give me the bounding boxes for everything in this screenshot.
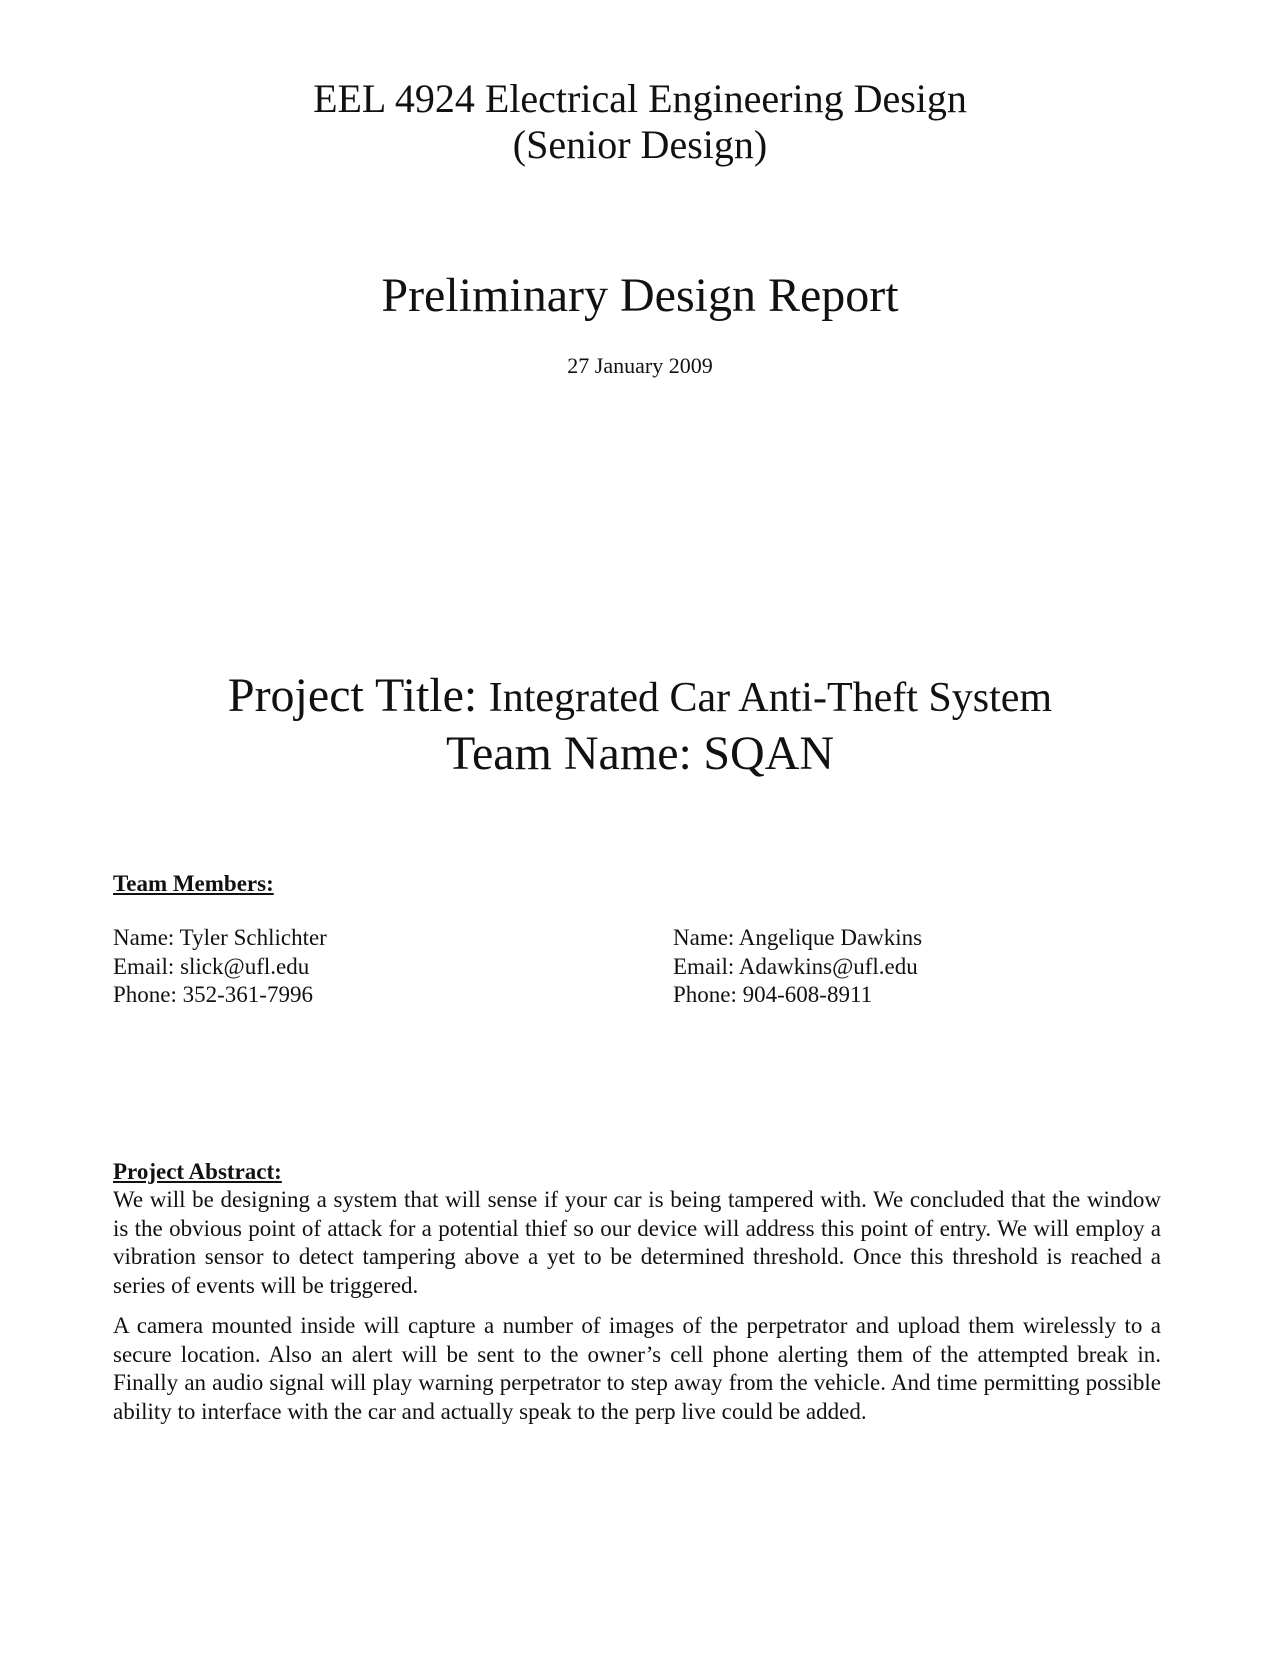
project-title-value: Integrated Car Anti-Theft System: [488, 675, 1053, 721]
abstract-paragraph-2: A camera mounted inside will capture a number of images of the perpetrator and upload them wirelessly to a secure location. Also an alert will be sent to the owner’s cell phone alerting them of the attempted break in. Finally an audio signal will play warning perpetrator to step away from the vehicle. And time permitting possible ability to interface with the car and actually speak to the perp live could be added.: [113, 1313, 1161, 1424]
abstract-paragraph-1: We will be designing a system that will sense if your car is being tampered with. We concluded that the window is the obvious point of attack for a potential thief so our device will address this point of entry. We will employ a vibration sensor to detect tampering above a yet to be determined threshold. Once this threshold is reached a series of events will be triggered.: [113, 1187, 1161, 1298]
team-name-label: Team Name:: [445, 727, 692, 780]
team-member-2: [673, 924, 922, 1010]
report-date: 27 January 2009: [567, 353, 713, 378]
team-name-value: SQAN: [703, 727, 835, 780]
member-name: Name: Tyler Schlichter: [113, 925, 327, 950]
team-members-heading: Team Members:: [113, 871, 274, 896]
project-abstract: [113, 1186, 1161, 1438]
course-title-line1: EEL 4924 Electrical Engineering Design: [313, 76, 967, 121]
project-abstract-heading: Project Abstract:: [113, 1159, 282, 1184]
report-title: Preliminary Design Report: [381, 269, 899, 322]
member-email: Email: slick@ufl.edu: [113, 953, 310, 979]
team-name-line: [0, 726, 1280, 781]
course-title: [0, 76, 1280, 168]
project-title-line: [0, 668, 1280, 726]
member-phone: Phone: 352-361-7996: [113, 982, 313, 1007]
project-title-label: Project Title:: [227, 669, 478, 722]
member-email: Email: Adawkins@ufl.edu: [673, 953, 918, 979]
member-name: Name: Angelique Dawkins: [673, 925, 923, 950]
course-title-line2: (Senior Design): [512, 122, 768, 167]
project-info: [0, 668, 1280, 781]
team-member-1: [113, 924, 327, 1010]
member-phone: Phone: 904-608-8911: [673, 982, 873, 1007]
